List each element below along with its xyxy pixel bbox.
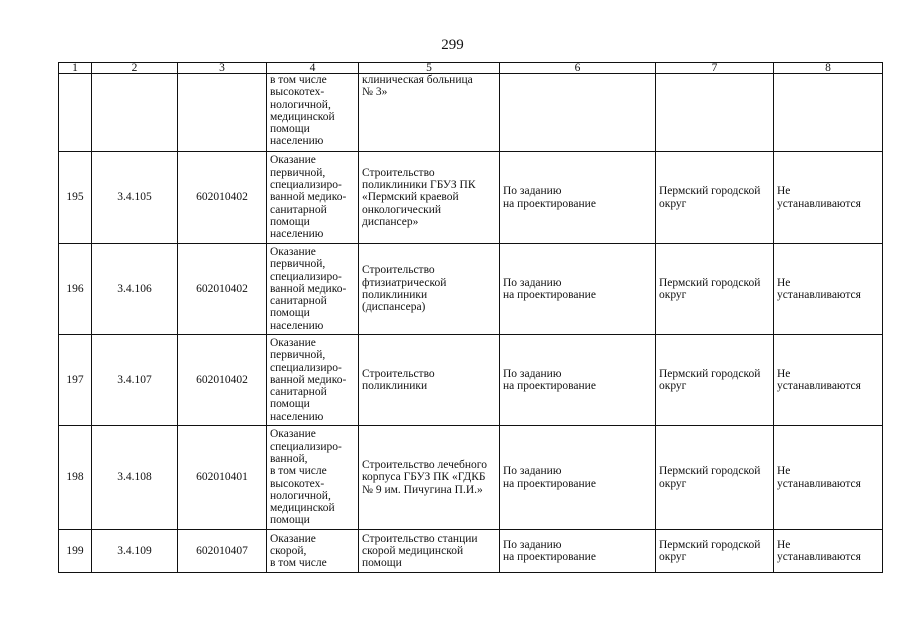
code-cell: 3.4.109 [92, 530, 178, 573]
column-number: 7 [656, 63, 774, 74]
column-number-row [59, 63, 883, 74]
code-cell: 3.4.105 [92, 152, 178, 244]
cell-line: По заданию [503, 185, 562, 198]
row-number-cell [59, 74, 92, 152]
cell-line: первичной, [270, 166, 326, 179]
classifier-cell: 602010402 [178, 244, 267, 335]
cell-line: По заданию [503, 538, 562, 551]
classifier-cell: 602010401 [178, 426, 267, 530]
cell-line: № 9 им. Пичугина П.И.» [362, 483, 483, 496]
row-number-cell: 198 [59, 426, 92, 530]
cell-line: населению [270, 228, 324, 241]
classifier-cell: 602010402 [178, 152, 267, 244]
cell-line: санитарной [270, 203, 327, 216]
cell-line: в том числе [270, 557, 327, 570]
activity-cell [267, 152, 359, 244]
cell-line: ванной медико- [270, 191, 347, 204]
location-cell [656, 152, 774, 244]
cell-line: Оказание [270, 428, 316, 441]
cell-line: специализиро- [270, 179, 342, 192]
cell-line: Оказание [270, 245, 316, 258]
cell-line: устанавливаются [777, 551, 861, 563]
cell-line: округ [659, 551, 687, 563]
page-number: 299 [441, 37, 464, 53]
cell-line: нологичной, [270, 98, 331, 111]
column-number: 4 [267, 63, 359, 74]
table-row [59, 426, 883, 530]
cell-line: корпуса ГБУЗ ПК «ГДКБ [362, 471, 486, 484]
cell-line: Не [777, 276, 791, 289]
cell-line: поликлиники ГБУЗ ПК [362, 179, 476, 192]
cell-line: Пермский городской [659, 465, 761, 478]
cell-line: Пермский городской [659, 185, 761, 198]
cell-line: По заданию [503, 465, 562, 478]
registry-table [58, 62, 883, 573]
cell-line: поликлиники [362, 289, 428, 301]
cell-line: первичной, [270, 349, 326, 362]
cell-line: Пермский городской [659, 276, 761, 289]
characteristics-cell [500, 74, 656, 152]
cell-line: ванной медико- [270, 282, 347, 295]
object-cell [359, 335, 500, 426]
object-cell [359, 152, 500, 244]
cell-line: устанавливаются [777, 289, 861, 301]
cell-line: (диспансера) [362, 301, 426, 314]
cell-line: санитарной [270, 386, 327, 399]
cell-line: первичной, [270, 258, 326, 271]
cell-line: помощи [270, 307, 310, 320]
characteristics-cell [500, 244, 656, 335]
table-row [59, 530, 883, 573]
activity-cell [267, 335, 359, 426]
cell-line: помощи [270, 123, 310, 136]
cell-line: Пермский городской [659, 538, 761, 551]
cell-line: помощи [270, 215, 310, 228]
cell-line: Не [777, 367, 791, 380]
characteristics-cell [500, 426, 656, 530]
classifier-cell: 602010407 [178, 530, 267, 573]
location-cell [656, 335, 774, 426]
cell-line: помощи [270, 514, 310, 527]
cell-line: Не [777, 185, 791, 198]
cell-line: Не [777, 465, 791, 478]
activity-cell [267, 426, 359, 530]
object-cell [359, 530, 500, 573]
cell-line: округ [659, 197, 687, 210]
activity-cell [267, 530, 359, 573]
cell-line: Строительство [362, 166, 435, 179]
cell-line: помощи [270, 398, 310, 411]
row-number-cell: 195 [59, 152, 92, 244]
cell-line: специализиро- [270, 361, 342, 374]
cell-line: на проектирование [503, 380, 596, 392]
activity-cell [267, 74, 359, 152]
cell-line: устанавливаются [777, 380, 861, 392]
table-row [59, 335, 883, 426]
location-cell [656, 426, 774, 530]
cell-line: помощи [362, 557, 402, 570]
characteristics-cell [500, 335, 656, 426]
column-number: 6 [500, 63, 656, 74]
cell-line: ванной медико- [270, 373, 347, 386]
cell-line: нологичной, [270, 489, 331, 502]
cell-line: скорой медицинской [362, 544, 464, 557]
cell-line: округ [659, 289, 687, 301]
code-cell: 3.4.106 [92, 244, 178, 335]
cell-line: Не [777, 538, 791, 551]
classifier-cell [178, 74, 267, 152]
zone-cell [774, 426, 883, 530]
cell-line: в том числе [270, 74, 327, 86]
row-number-cell: 196 [59, 244, 92, 335]
cell-line: округ [659, 477, 687, 490]
column-number: 1 [59, 63, 92, 74]
cell-line: Пермский городской [659, 367, 761, 380]
table-row [59, 152, 883, 244]
column-number: 5 [359, 63, 500, 74]
cell-line: устанавливаются [777, 197, 861, 210]
cell-line: населению [270, 319, 324, 332]
column-number: 2 [92, 63, 178, 74]
object-cell [359, 244, 500, 335]
cell-line: скорой, [270, 544, 307, 557]
cell-line: Строительство [362, 264, 435, 277]
cell-line: на проектирование [503, 551, 596, 563]
code-cell: 3.4.107 [92, 335, 178, 426]
cell-line: онкологический [362, 203, 442, 216]
classifier-cell: 602010402 [178, 335, 267, 426]
cell-line: По заданию [503, 276, 562, 289]
cell-line: № 3» [362, 86, 388, 99]
code-cell: 3.4.108 [92, 426, 178, 530]
cell-line: медицинской [270, 110, 335, 123]
cell-line: «Пермский краевой [362, 191, 459, 204]
cell-line: ванной, [270, 452, 308, 465]
zone-cell [774, 335, 883, 426]
cell-line: санитарной [270, 295, 327, 308]
cell-line: поликлиники [362, 380, 428, 392]
location-cell [656, 530, 774, 573]
row-number-cell: 199 [59, 530, 92, 573]
table-row [59, 74, 883, 152]
zone-cell [774, 530, 883, 573]
zone-cell [774, 74, 883, 152]
cell-line: населению [270, 135, 324, 148]
cell-line: устанавливаются [777, 477, 861, 490]
cell-line: Оказание [270, 154, 316, 167]
cell-line: медицинской [270, 502, 335, 515]
cell-line: Строительство лечебного [362, 459, 487, 472]
location-cell [656, 74, 774, 152]
cell-line: в том числе [270, 465, 327, 478]
cell-line: округ [659, 380, 687, 392]
column-number: 8 [774, 63, 883, 74]
cell-line: на проектирование [503, 197, 596, 210]
activity-cell [267, 244, 359, 335]
cell-line: Строительство [362, 367, 435, 380]
code-cell [92, 74, 178, 152]
object-cell [359, 74, 500, 152]
zone-cell [774, 244, 883, 335]
cell-line: специализиро- [270, 270, 342, 283]
cell-line: высокотех- [270, 477, 325, 490]
row-number-cell: 197 [59, 335, 92, 426]
characteristics-cell [500, 530, 656, 573]
cell-line: на проектирование [503, 289, 596, 301]
cell-line: специализиро- [270, 440, 342, 453]
cell-line: высокотех- [270, 86, 325, 99]
location-cell [656, 244, 774, 335]
cell-line: клиническая больница [362, 74, 473, 86]
zone-cell [774, 152, 883, 244]
table-row [59, 244, 883, 335]
cell-line: По заданию [503, 367, 562, 380]
cell-line: фтизиатрической [362, 276, 447, 289]
cell-line: на проектирование [503, 477, 596, 490]
cell-line: Оказание [270, 532, 316, 545]
cell-line: диспансер» [362, 215, 419, 228]
column-number: 3 [178, 63, 267, 74]
characteristics-cell [500, 152, 656, 244]
object-cell [359, 426, 500, 530]
cell-line: Строительство станции [362, 532, 478, 545]
cell-line: Оказание [270, 336, 316, 349]
cell-line: населению [270, 410, 324, 423]
